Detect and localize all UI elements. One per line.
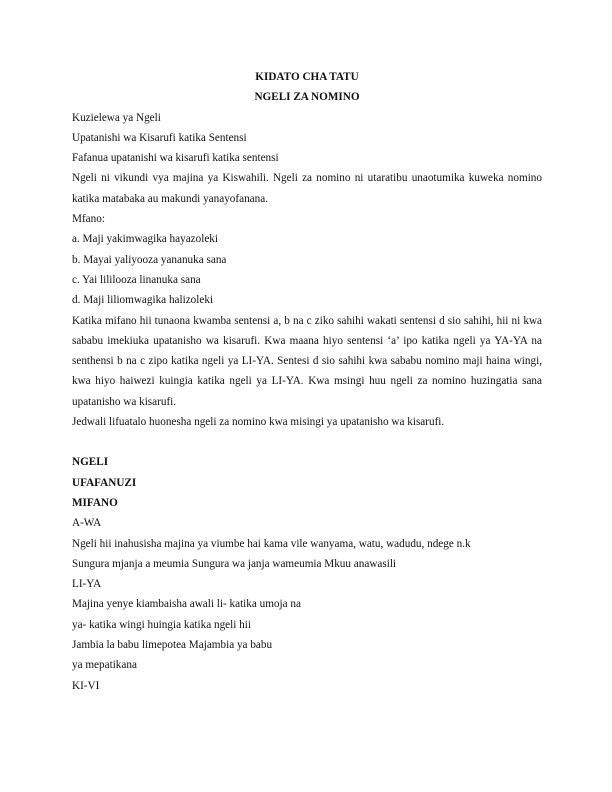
title-topic: NGELI ZA NOMINO <box>254 91 360 104</box>
text-line: Fafanua upatanishi wa kisarufi katika sentensi <box>72 152 279 165</box>
table-row: KI-VI <box>72 679 100 692</box>
examples-label: Mfano: <box>72 213 105 226</box>
header-ufafanuzi: UFAFANUZI <box>72 476 137 489</box>
example-item: b. Mayai yaliyooza yananuka sana <box>72 253 227 266</box>
table-row: Majina yenye kiambaisha awali li- katika umoja na <box>72 598 301 611</box>
table-row: Ngeli hii inahusisha majina ya viumbe hai kama vile wanyama, watu, wadudu, ndege n.k <box>72 537 471 550</box>
paragraph-explanation: Katika mifano hii tunaona kwamba sentensi a, b na c ziko sahihi wakati sentensi d sio sahihi, hii ni kwa sababu imekiuka upatanisho wa kisarufi. Kwa maana hiyo sentensi ‘a’ ipo katika ngeli ya YA-YA na senthensi b na c zipo katika ngeli ya LI-YA. Sentesi d sio sahihi kwa sababu nomino maji haina wingi, kwa hiyo haiwezi kuingia katika ngeli ya LI-YA. Kwa msingi huu ngeli za nomino huzingatia sana upatanisho wa kisarufi. <box>72 314 542 408</box>
text-line: Upatanishi wa Kisarufi katika Sentensi <box>72 131 247 144</box>
document-content <box>72 67 542 696</box>
table-row: A-WA <box>72 517 102 530</box>
text-line: Kuzielewa ya Ngeli <box>72 111 161 124</box>
example-item: c. Yai lililooza linanuka sana <box>72 273 201 286</box>
table-row: ya- katika wingi huingia katika ngeli hii <box>72 618 251 631</box>
header-mifano: MIFANO <box>72 496 118 509</box>
paragraph-definition: Ngeli ni vikundi vya majina ya Kiswahili. Ngeli za nomino ni utaratibu unaotumika kuweka nomino katika matabaka au makundi yanayofanana. <box>72 172 542 205</box>
example-item: d. Maji liliomwagika halizoleki <box>72 294 214 307</box>
paragraph-table-intro: Jedwali lifuatalo huonesha ngeli za nomino kwa misingi ya upatanisho wa kisarufi. <box>72 416 445 429</box>
table-row: LI-YA <box>72 578 102 591</box>
table-row: ya mepatikana <box>72 659 137 672</box>
example-item: a. Maji yakimwagika hayazoleki <box>72 233 219 246</box>
table-row: Jambia la babu limepotea Majambia ya babu <box>72 639 273 652</box>
spacer <box>72 432 542 452</box>
header-ngeli: NGELI <box>72 456 109 469</box>
table-row: Sungura mjanja a meumia Sungura wa janja wameumia Mkuu anawasili <box>72 557 397 570</box>
title-form: KIDATO CHA TATU <box>255 71 359 83</box>
